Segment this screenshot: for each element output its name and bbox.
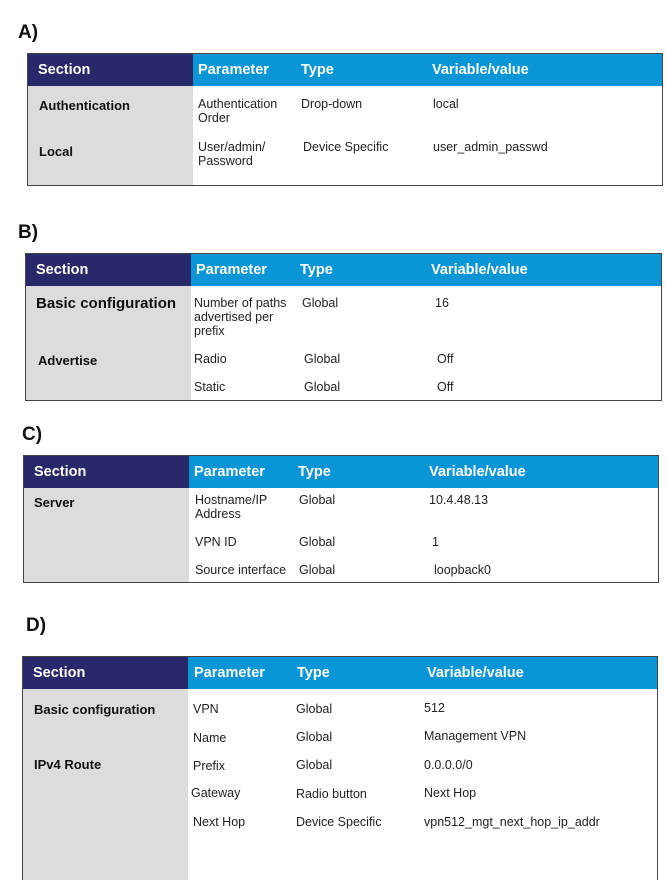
value-cell: 16 — [435, 296, 449, 310]
type-cell: Device Specific — [303, 140, 389, 154]
value-cell: Off — [437, 352, 454, 366]
type-cell: Global — [296, 730, 333, 744]
header-section: Section — [28, 54, 193, 86]
header-parameter: Parameter — [196, 262, 267, 278]
param-cell: Static — [194, 380, 226, 394]
value-cell: Management VPN — [424, 729, 527, 743]
type-cell: Global — [304, 380, 341, 394]
type-cell: Radio button — [296, 787, 367, 801]
value-cell: 10.4.48.13 — [429, 493, 489, 507]
type-cell: Global — [304, 352, 341, 366]
panel-b-table — [25, 253, 662, 401]
panel-a-table — [27, 53, 663, 186]
table-header — [24, 456, 658, 488]
table-header — [23, 657, 657, 689]
header-section: Section — [23, 657, 188, 689]
panel-b-label: B) — [18, 222, 39, 243]
section-label: Authentication — [39, 98, 130, 113]
header-value: Variable/value — [427, 665, 524, 681]
param-cell: User/admin/ Password — [198, 140, 266, 168]
table-header — [26, 254, 661, 286]
header-section: Section — [26, 254, 191, 286]
type-cell: Global — [296, 702, 333, 716]
param-cell: Authentication Order — [198, 97, 278, 125]
header-type: Type — [300, 262, 333, 278]
value-cell: Off — [437, 380, 454, 394]
section-label: Basic configuration — [34, 702, 156, 717]
header-value: Variable/value — [429, 464, 526, 480]
header-type: Type — [298, 464, 331, 480]
header-parameter: Parameter — [194, 665, 265, 681]
param-cell: Name — [193, 731, 227, 745]
value-cell: loopback0 — [434, 563, 491, 577]
table-header — [28, 54, 662, 86]
value-cell: vpn512_mgt_next_hop_ip_addr — [424, 815, 600, 829]
param-cell: VPN — [193, 702, 219, 716]
value-cell: Next Hop — [424, 786, 477, 800]
value-cell: user_admin_passwd — [433, 140, 548, 154]
param-cell: Hostname/IP Address — [195, 493, 268, 521]
value-cell: 512 — [424, 701, 445, 715]
header-value: Variable/value — [431, 262, 528, 278]
type-cell: Global — [299, 535, 336, 549]
panel-d-label: D) — [26, 615, 47, 636]
param-cell: Radio — [194, 352, 227, 366]
param-cell: Number of paths advertised per prefix — [194, 296, 287, 338]
header-parameter: Parameter — [198, 62, 269, 78]
section-label: IPv4 Route — [34, 757, 102, 772]
section-label: Server — [34, 495, 75, 510]
header-type: Type — [297, 665, 330, 681]
type-cell: Global — [296, 758, 333, 772]
value-cell: 1 — [432, 535, 439, 549]
type-cell: Global — [302, 296, 339, 310]
panel-a-label: A) — [18, 22, 39, 43]
type-cell: Global — [299, 563, 336, 577]
type-cell: Drop-down — [301, 97, 363, 111]
param-cell: Gateway — [191, 786, 241, 800]
panel-c-table — [23, 455, 659, 583]
value-cell: 0.0.0.0/0 — [424, 758, 473, 772]
header-parameter: Parameter — [194, 464, 265, 480]
value-cell: local — [433, 97, 459, 111]
param-cell: Next Hop — [193, 815, 246, 829]
section-label: Basic configuration — [36, 295, 177, 312]
param-cell: Prefix — [193, 759, 225, 773]
panel-c-label: C) — [22, 424, 43, 445]
header-section: Section — [24, 456, 189, 488]
section-column — [23, 689, 188, 880]
param-cell: Source interface — [195, 563, 287, 577]
type-cell: Device Specific — [296, 815, 382, 829]
panel-d-table — [22, 656, 658, 880]
type-cell: Global — [299, 493, 336, 507]
header-value: Variable/value — [432, 62, 529, 78]
section-label: Advertise — [38, 353, 98, 368]
section-label: Local — [39, 144, 73, 159]
param-cell: VPN ID — [195, 535, 237, 549]
header-type: Type — [301, 62, 334, 78]
